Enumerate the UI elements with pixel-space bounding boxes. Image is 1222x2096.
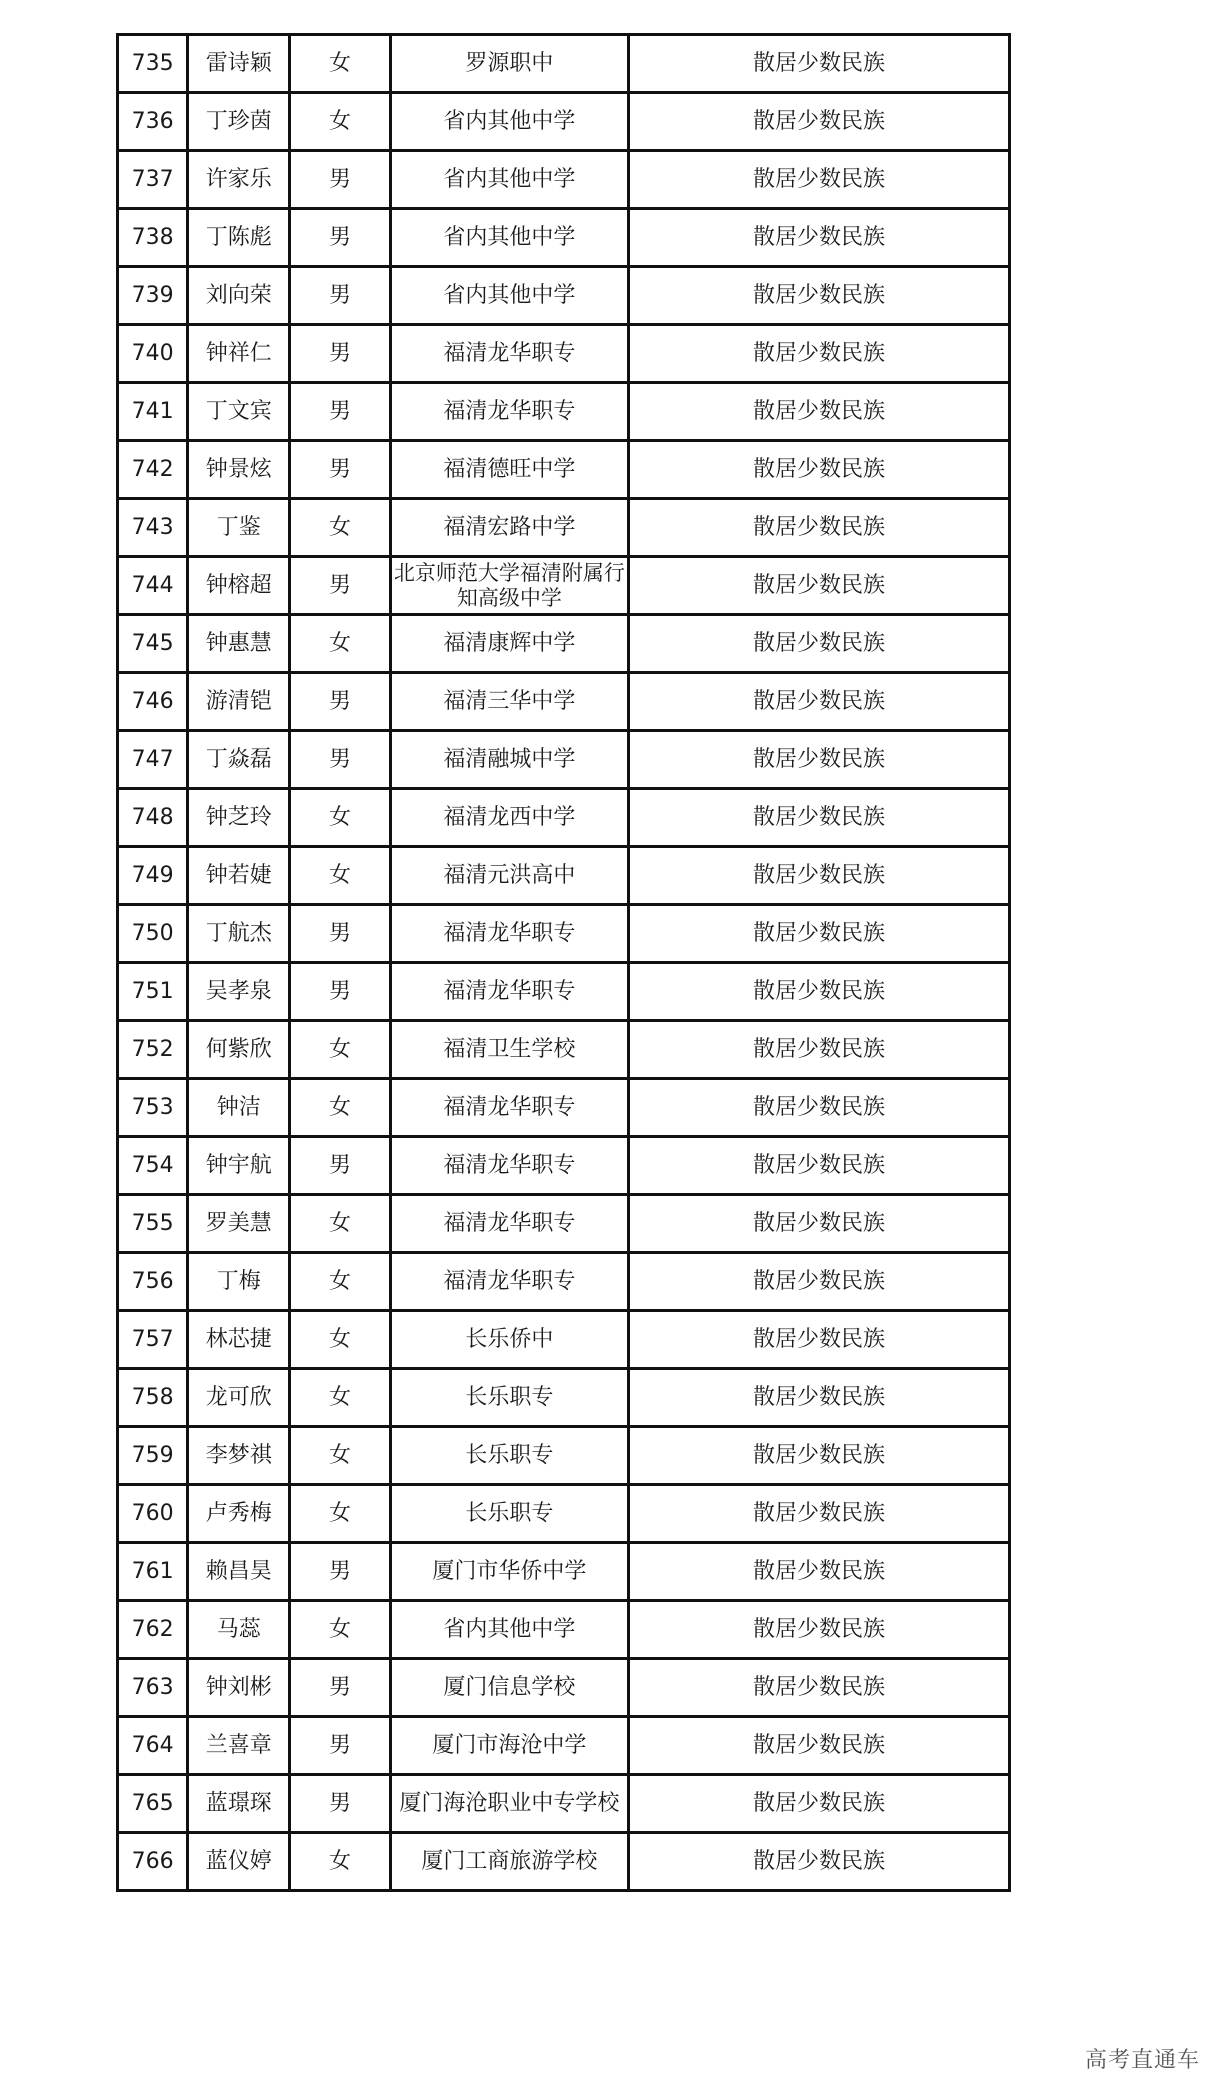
- table-row: [118, 731, 1010, 789]
- name-cell: 钟惠慧: [188, 615, 290, 673]
- name-cell: 丁鉴: [188, 499, 290, 557]
- row-number-cell: 762: [118, 1601, 188, 1659]
- name-cell: 兰喜章: [188, 1717, 290, 1775]
- category-cell: 散居少数民族: [629, 1659, 1010, 1717]
- category-cell: 散居少数民族: [629, 1775, 1010, 1833]
- school-cell: 福清龙华职专: [390, 383, 629, 441]
- category-cell: 散居少数民族: [629, 1253, 1010, 1311]
- name-cell: 赖昌昊: [188, 1543, 290, 1601]
- table-row: [118, 1253, 1010, 1311]
- gender-cell: 女: [290, 1195, 390, 1253]
- row-number-cell: 750: [118, 905, 188, 963]
- category-cell: 散居少数民族: [629, 383, 1010, 441]
- table-row: [118, 1485, 1010, 1543]
- gender-cell: 男: [290, 963, 390, 1021]
- name-cell: 李梦祺: [188, 1427, 290, 1485]
- gender-cell: 女: [290, 1833, 390, 1891]
- gender-cell: 男: [290, 1543, 390, 1601]
- gender-cell: 男: [290, 441, 390, 499]
- table-row: [118, 1427, 1010, 1485]
- category-cell: 散居少数民族: [629, 1369, 1010, 1427]
- school-cell: 福清龙西中学: [390, 789, 629, 847]
- row-number-cell: 735: [118, 35, 188, 93]
- school-cell: 福清元洪高中: [390, 847, 629, 905]
- name-cell: 钟芝玲: [188, 789, 290, 847]
- category-cell: 散居少数民族: [629, 1195, 1010, 1253]
- name-cell: 钟榕超: [188, 557, 290, 615]
- row-number-cell: 747: [118, 731, 188, 789]
- school-cell: 长乐职专: [390, 1485, 629, 1543]
- gender-cell: 女: [290, 1427, 390, 1485]
- school-cell: 省内其他中学: [390, 93, 629, 151]
- category-cell: 散居少数民族: [629, 963, 1010, 1021]
- table-row: [118, 1137, 1010, 1195]
- category-cell: 散居少数民族: [629, 93, 1010, 151]
- category-cell: 散居少数民族: [629, 1137, 1010, 1195]
- name-cell: 吴孝泉: [188, 963, 290, 1021]
- school-cell: 福清康辉中学: [390, 615, 629, 673]
- category-cell: 散居少数民族: [629, 789, 1010, 847]
- table-row: [118, 963, 1010, 1021]
- category-cell: 散居少数民族: [629, 1833, 1010, 1891]
- category-cell: 散居少数民族: [629, 905, 1010, 963]
- table-row: [118, 1601, 1010, 1659]
- school-cell: 厦门信息学校: [390, 1659, 629, 1717]
- category-cell: 散居少数民族: [629, 1021, 1010, 1079]
- school-cell: 厦门工商旅游学校: [390, 1833, 629, 1891]
- school-cell: 福清龙华职专: [390, 325, 629, 383]
- row-number-cell: 755: [118, 1195, 188, 1253]
- gender-cell: 女: [290, 615, 390, 673]
- school-cell: 福清卫生学校: [390, 1021, 629, 1079]
- table-row: [118, 383, 1010, 441]
- table-row: [118, 209, 1010, 267]
- table-row: [118, 905, 1010, 963]
- school-cell: 福清龙华职专: [390, 963, 629, 1021]
- gender-cell: 女: [290, 1311, 390, 1369]
- school-cell: 福清龙华职专: [390, 905, 629, 963]
- gender-cell: 男: [290, 557, 390, 615]
- school-cell: 罗源职中: [390, 35, 629, 93]
- school-cell: 长乐职专: [390, 1427, 629, 1485]
- table-row: [118, 1021, 1010, 1079]
- school-cell: 福清龙华职专: [390, 1195, 629, 1253]
- name-cell: 罗美慧: [188, 1195, 290, 1253]
- name-cell: 雷诗颖: [188, 35, 290, 93]
- name-cell: 蓝璟琛: [188, 1775, 290, 1833]
- gender-cell: 男: [290, 1137, 390, 1195]
- category-cell: 散居少数民族: [629, 499, 1010, 557]
- gender-cell: 男: [290, 209, 390, 267]
- gender-cell: 男: [290, 325, 390, 383]
- category-cell: 散居少数民族: [629, 1311, 1010, 1369]
- school-cell: 厦门海沧职业中专学校: [390, 1775, 629, 1833]
- gender-cell: 女: [290, 1253, 390, 1311]
- table-row: [118, 1717, 1010, 1775]
- row-number-cell: 736: [118, 93, 188, 151]
- name-cell: 林芯捷: [188, 1311, 290, 1369]
- table-row: [118, 499, 1010, 557]
- category-cell: 散居少数民族: [629, 557, 1010, 615]
- row-number-cell: 738: [118, 209, 188, 267]
- row-number-cell: 739: [118, 267, 188, 325]
- school-cell: 省内其他中学: [390, 209, 629, 267]
- table-row: [118, 557, 1010, 615]
- school-cell: 福清三华中学: [390, 673, 629, 731]
- row-number-cell: 740: [118, 325, 188, 383]
- category-cell: 散居少数民族: [629, 673, 1010, 731]
- row-number-cell: 761: [118, 1543, 188, 1601]
- gender-cell: 男: [290, 905, 390, 963]
- school-cell: 厦门市华侨中学: [390, 1543, 629, 1601]
- name-cell: 许家乐: [188, 151, 290, 209]
- row-number-cell: 752: [118, 1021, 188, 1079]
- gender-cell: 女: [290, 847, 390, 905]
- name-cell: 钟宇航: [188, 1137, 290, 1195]
- school-cell: 福清龙华职专: [390, 1137, 629, 1195]
- row-number-cell: 742: [118, 441, 188, 499]
- name-cell: 钟景炫: [188, 441, 290, 499]
- gender-cell: 女: [290, 1369, 390, 1427]
- category-cell: 散居少数民族: [629, 1601, 1010, 1659]
- category-cell: 散居少数民族: [629, 267, 1010, 325]
- gender-cell: 女: [290, 1485, 390, 1543]
- row-number-cell: 753: [118, 1079, 188, 1137]
- gender-cell: 女: [290, 1601, 390, 1659]
- gender-cell: 男: [290, 383, 390, 441]
- name-cell: 钟刘彬: [188, 1659, 290, 1717]
- gender-cell: 男: [290, 151, 390, 209]
- category-cell: 散居少数民族: [629, 441, 1010, 499]
- name-cell: 游清铠: [188, 673, 290, 731]
- table-row: [118, 1543, 1010, 1601]
- table-row: [118, 1195, 1010, 1253]
- gender-cell: 女: [290, 789, 390, 847]
- table-row: [118, 789, 1010, 847]
- category-cell: 散居少数民族: [629, 325, 1010, 383]
- row-number-cell: 749: [118, 847, 188, 905]
- school-cell: 福清德旺中学: [390, 441, 629, 499]
- table-row: [118, 267, 1010, 325]
- gender-cell: 男: [290, 1717, 390, 1775]
- category-cell: 散居少数民族: [629, 1427, 1010, 1485]
- table-row: [118, 441, 1010, 499]
- row-number-cell: 754: [118, 1137, 188, 1195]
- school-cell: 长乐侨中: [390, 1311, 629, 1369]
- gender-cell: 男: [290, 267, 390, 325]
- table-row: [118, 325, 1010, 383]
- category-cell: 散居少数民族: [629, 731, 1010, 789]
- school-cell: 福清龙华职专: [390, 1079, 629, 1137]
- gender-cell: 女: [290, 1079, 390, 1137]
- row-number-cell: 760: [118, 1485, 188, 1543]
- row-number-cell: 759: [118, 1427, 188, 1485]
- row-number-cell: 758: [118, 1369, 188, 1427]
- row-number-cell: 737: [118, 151, 188, 209]
- table-row: [118, 1079, 1010, 1137]
- name-cell: 钟洁: [188, 1079, 290, 1137]
- school-cell: 省内其他中学: [390, 151, 629, 209]
- name-cell: 丁文宾: [188, 383, 290, 441]
- gender-cell: 男: [290, 1659, 390, 1717]
- table-row: [118, 93, 1010, 151]
- watermark-text: 高考直通车: [1084, 2048, 1200, 2073]
- category-cell: 散居少数民族: [629, 35, 1010, 93]
- gender-cell: 男: [290, 673, 390, 731]
- category-cell: 散居少数民族: [629, 1485, 1010, 1543]
- gender-cell: 女: [290, 1021, 390, 1079]
- name-cell: 丁珍茵: [188, 93, 290, 151]
- name-cell: 丁陈彪: [188, 209, 290, 267]
- category-cell: 散居少数民族: [629, 1717, 1010, 1775]
- row-number-cell: 743: [118, 499, 188, 557]
- school-cell: 福清宏路中学: [390, 499, 629, 557]
- table-row: [118, 847, 1010, 905]
- row-number-cell: 744: [118, 557, 188, 615]
- name-cell: 卢秀梅: [188, 1485, 290, 1543]
- school-cell: 长乐职专: [390, 1369, 629, 1427]
- school-cell: 省内其他中学: [390, 1601, 629, 1659]
- category-cell: 散居少数民族: [629, 1079, 1010, 1137]
- row-number-cell: 764: [118, 1717, 188, 1775]
- category-cell: 散居少数民族: [629, 151, 1010, 209]
- row-number-cell: 746: [118, 673, 188, 731]
- row-number-cell: 766: [118, 1833, 188, 1891]
- row-number-cell: 763: [118, 1659, 188, 1717]
- name-cell: 龙可欣: [188, 1369, 290, 1427]
- gender-cell: 女: [290, 93, 390, 151]
- name-cell: 马蕊: [188, 1601, 290, 1659]
- table-row: [118, 1659, 1010, 1717]
- name-cell: 蓝仪婷: [188, 1833, 290, 1891]
- table-row: [118, 1369, 1010, 1427]
- roster-body: [118, 35, 1010, 1891]
- name-cell: 丁梅: [188, 1253, 290, 1311]
- gender-cell: 女: [290, 499, 390, 557]
- school-cell: 福清融城中学: [390, 731, 629, 789]
- table-row: [118, 1311, 1010, 1369]
- row-number-cell: 741: [118, 383, 188, 441]
- category-cell: 散居少数民族: [629, 1543, 1010, 1601]
- category-cell: 散居少数民族: [629, 847, 1010, 905]
- school-cell: 福清龙华职专: [390, 1253, 629, 1311]
- table-row: [118, 615, 1010, 673]
- table-row: [118, 151, 1010, 209]
- name-cell: 刘向荣: [188, 267, 290, 325]
- school-cell: 厦门市海沧中学: [390, 1717, 629, 1775]
- category-cell: 散居少数民族: [629, 615, 1010, 673]
- table-row: [118, 1833, 1010, 1891]
- row-number-cell: 757: [118, 1311, 188, 1369]
- table-row: [118, 1775, 1010, 1833]
- student-roster-table: [116, 33, 1011, 1892]
- table-row: [118, 673, 1010, 731]
- name-cell: 钟祥仁: [188, 325, 290, 383]
- name-cell: 丁焱磊: [188, 731, 290, 789]
- row-number-cell: 745: [118, 615, 188, 673]
- row-number-cell: 748: [118, 789, 188, 847]
- row-number-cell: 756: [118, 1253, 188, 1311]
- gender-cell: 女: [290, 35, 390, 93]
- name-cell: 丁航杰: [188, 905, 290, 963]
- row-number-cell: 765: [118, 1775, 188, 1833]
- name-cell: 钟若婕: [188, 847, 290, 905]
- category-cell: 散居少数民族: [629, 209, 1010, 267]
- school-cell: 省内其他中学: [390, 267, 629, 325]
- gender-cell: 男: [290, 1775, 390, 1833]
- name-cell: 何紫欣: [188, 1021, 290, 1079]
- row-number-cell: 751: [118, 963, 188, 1021]
- school-cell: 北京师范大学福清附属行知高级中学: [390, 557, 629, 615]
- gender-cell: 男: [290, 731, 390, 789]
- table-row: [118, 35, 1010, 93]
